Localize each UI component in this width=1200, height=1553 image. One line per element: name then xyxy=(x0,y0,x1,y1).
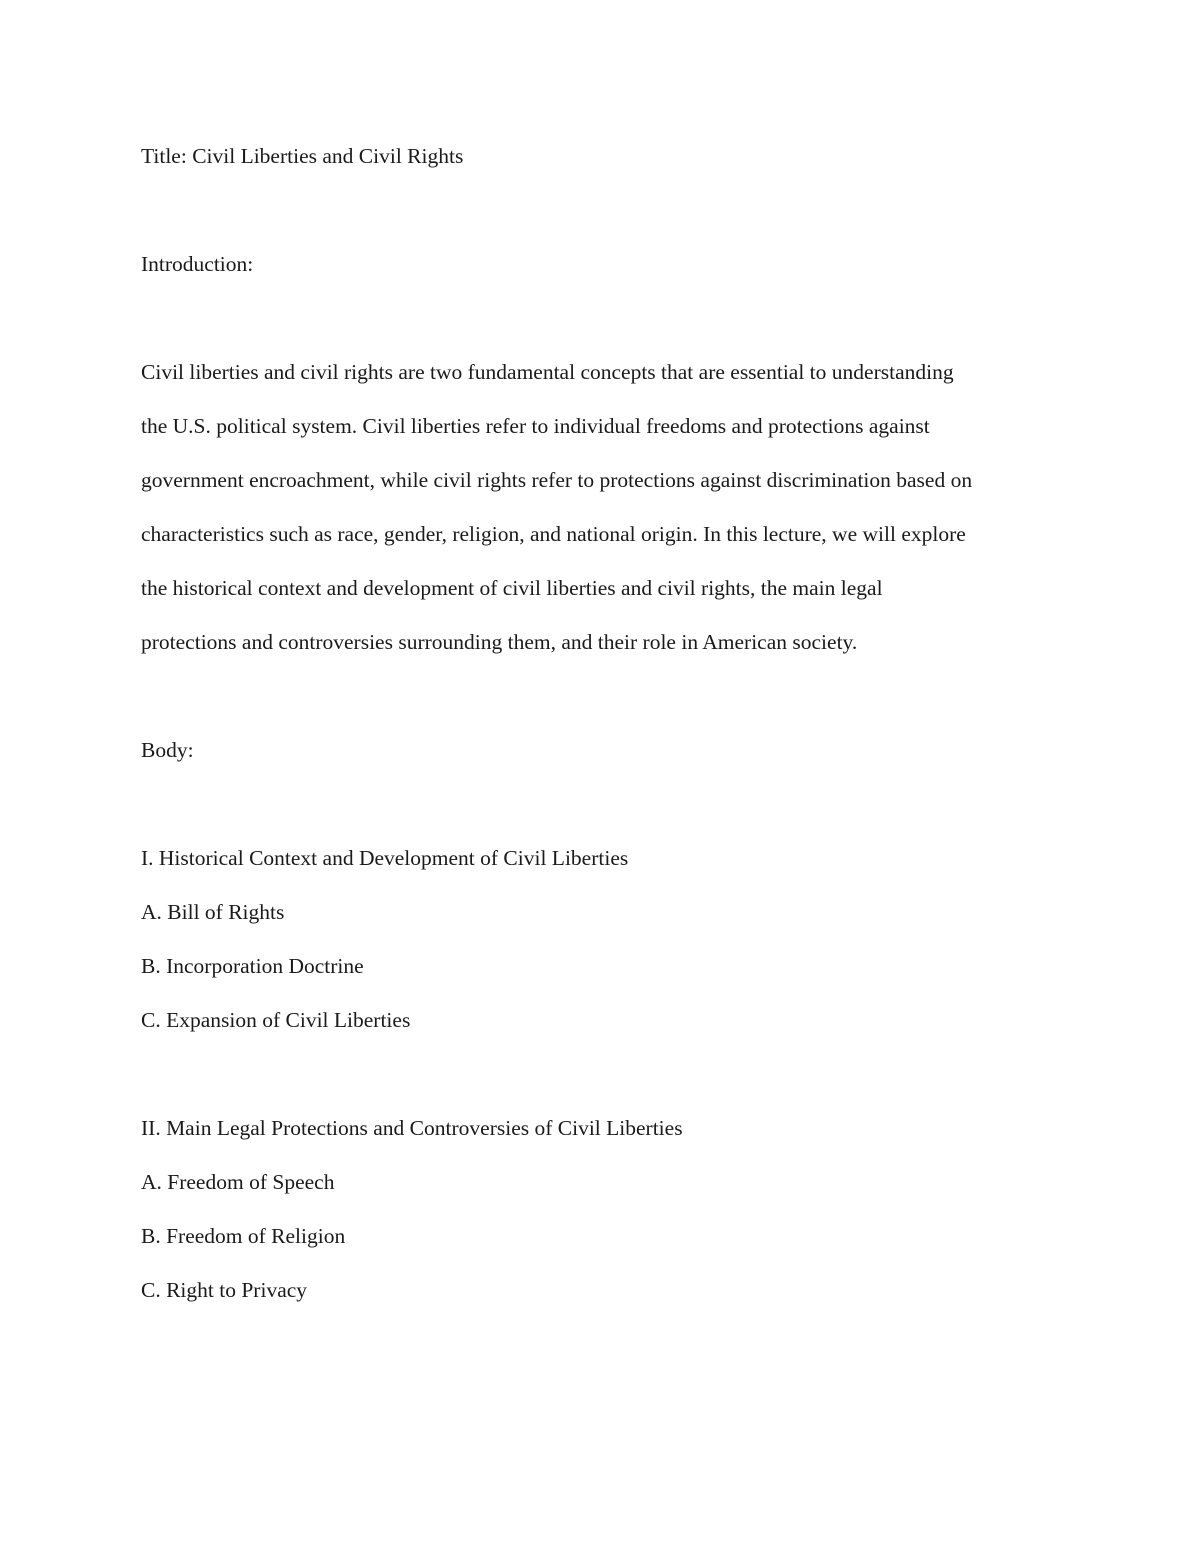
body-heading: Body: xyxy=(141,738,194,762)
section-heading: II. Main Legal Protections and Controversies of Civil Liberties xyxy=(141,1116,683,1140)
outline-item: B. Freedom of Religion xyxy=(141,1224,346,1248)
spacer xyxy=(141,1047,1061,1101)
spacer xyxy=(141,777,1061,831)
introduction-paragraph xyxy=(141,345,1061,669)
spacer xyxy=(141,291,1061,345)
paragraph-line: protections and controversies surrounding them, and their role in American society. xyxy=(141,630,858,654)
outline-item: B. Incorporation Doctrine xyxy=(141,954,364,978)
spacer xyxy=(141,183,1061,237)
outline-section-2 xyxy=(141,1101,1061,1317)
outline-item: C. Right to Privacy xyxy=(141,1278,308,1302)
paragraph-line: Civil liberties and civil rights are two fundamental concepts that are essential to understanding xyxy=(141,360,954,384)
outline-item: A. Freedom of Speech xyxy=(141,1170,335,1194)
paragraph-line: government encroachment, while civil rights refer to protections against discrimination based on xyxy=(141,468,973,492)
outline-item: A. Bill of Rights xyxy=(141,900,285,924)
document-title: Title: Civil Liberties and Civil Rights xyxy=(141,144,464,168)
outline-section-1 xyxy=(141,831,1061,1047)
spacer xyxy=(141,669,1061,723)
section-heading: I. Historical Context and Development of Civil Liberties xyxy=(141,846,629,870)
document-content xyxy=(141,129,1061,1317)
introduction-heading: Introduction: xyxy=(141,252,254,276)
paragraph-line: the U.S. political system. Civil liberties refer to individual freedoms and protections against xyxy=(141,414,930,438)
outline-item: C. Expansion of Civil Liberties xyxy=(141,1008,411,1032)
paragraph-line: characteristics such as race, gender, religion, and national origin. In this lecture, we will explore xyxy=(141,522,966,546)
paragraph-line: the historical context and development of civil liberties and civil rights, the main legal xyxy=(141,576,883,600)
